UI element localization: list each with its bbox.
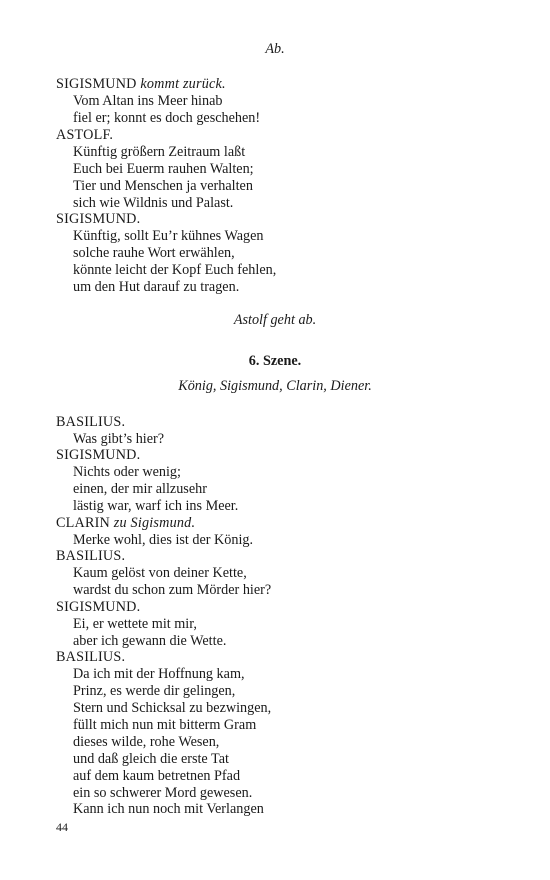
scene-title: 6. Szene. bbox=[248, 353, 302, 369]
verse-line: ein so schwerer Mord gewesen. bbox=[73, 785, 253, 801]
verse-line: fiel er; konnt es doch geschehen! bbox=[73, 110, 261, 126]
speaker-name: ASTOLF. bbox=[56, 127, 114, 143]
verse-line: solche rauhe Wort erwählen, bbox=[73, 245, 235, 261]
stage-direction: kommt zurück. bbox=[140, 76, 226, 92]
verse-line: Kann ich nun noch mit Verlangen bbox=[73, 801, 264, 817]
verse-line: wardst du schon zum Mörder hier? bbox=[73, 582, 272, 598]
verse-line: Vom Altan ins Meer hinab bbox=[73, 93, 223, 109]
verse-line: könnte leicht der Kopf Euch fehlen, bbox=[73, 262, 277, 278]
verse-line: Nichts oder wenig; bbox=[73, 464, 181, 480]
speaker-name: SIGISMUND. bbox=[56, 599, 141, 615]
speaker-name: SIGISMUND. bbox=[56, 447, 141, 463]
page-number: 44 bbox=[56, 820, 68, 834]
speaker-line bbox=[56, 76, 226, 93]
verse-line: und daß gleich die erste Tat bbox=[73, 751, 229, 767]
verse-line: aber ich gewann die Wette. bbox=[73, 633, 227, 649]
verse-line: Prinz, es werde dir gelingen, bbox=[73, 683, 236, 699]
verse-line: füllt mich nun mit bitterm Gram bbox=[73, 717, 257, 733]
verse-line: Da ich mit der Hoffnung kam, bbox=[73, 666, 245, 682]
verse-line: Künftig größern Zeitraum laßt bbox=[73, 144, 246, 160]
speaker-name: SIGISMUND. bbox=[56, 211, 141, 227]
verse-line: Was gibt’s hier? bbox=[73, 431, 165, 447]
verse-line: um den Hut darauf zu tragen. bbox=[73, 279, 240, 295]
stage-direction-exit: Ab. bbox=[265, 41, 285, 57]
verse-line: Ei, er wettete mit mir, bbox=[73, 616, 197, 632]
speaker-line bbox=[56, 515, 195, 532]
verse-line: auf dem kaum betretnen Pfad bbox=[73, 768, 241, 784]
verse-line: Kaum gelöst von deiner Kette, bbox=[73, 565, 247, 581]
speaker-name: BASILIUS. bbox=[56, 414, 126, 430]
speaker-name: BASILIUS. bbox=[56, 548, 126, 564]
verse-line: sich wie Wildnis und Palast. bbox=[73, 195, 234, 211]
verse-line: Euch bei Euerm rauhen Walten; bbox=[73, 161, 254, 177]
verse-line: Tier und Menschen ja verhalten bbox=[73, 178, 253, 194]
verse-line: Stern und Schicksal zu bezwingen, bbox=[73, 700, 272, 716]
verse-line: einen, der mir allzusehr bbox=[73, 481, 207, 497]
stage-direction: zu Sigismund. bbox=[113, 515, 196, 531]
speaker-name: BASILIUS. bbox=[56, 649, 126, 665]
verse-line: Merke wohl, dies ist der König. bbox=[73, 532, 254, 548]
speaker-name: SIGISMUND bbox=[56, 76, 137, 92]
verse-line: lästig war, warf ich ins Meer. bbox=[73, 498, 239, 514]
scene-cast: König, Sigismund, Clarin, Diener. bbox=[178, 378, 372, 394]
speaker-name: CLARIN bbox=[56, 515, 111, 531]
verse-line: Künftig, sollt Eu’r kühnes Wagen bbox=[73, 228, 264, 244]
stage-direction-exit: Astolf geht ab. bbox=[233, 312, 317, 328]
verse-line: dieses wilde, rohe Wesen, bbox=[73, 734, 220, 750]
